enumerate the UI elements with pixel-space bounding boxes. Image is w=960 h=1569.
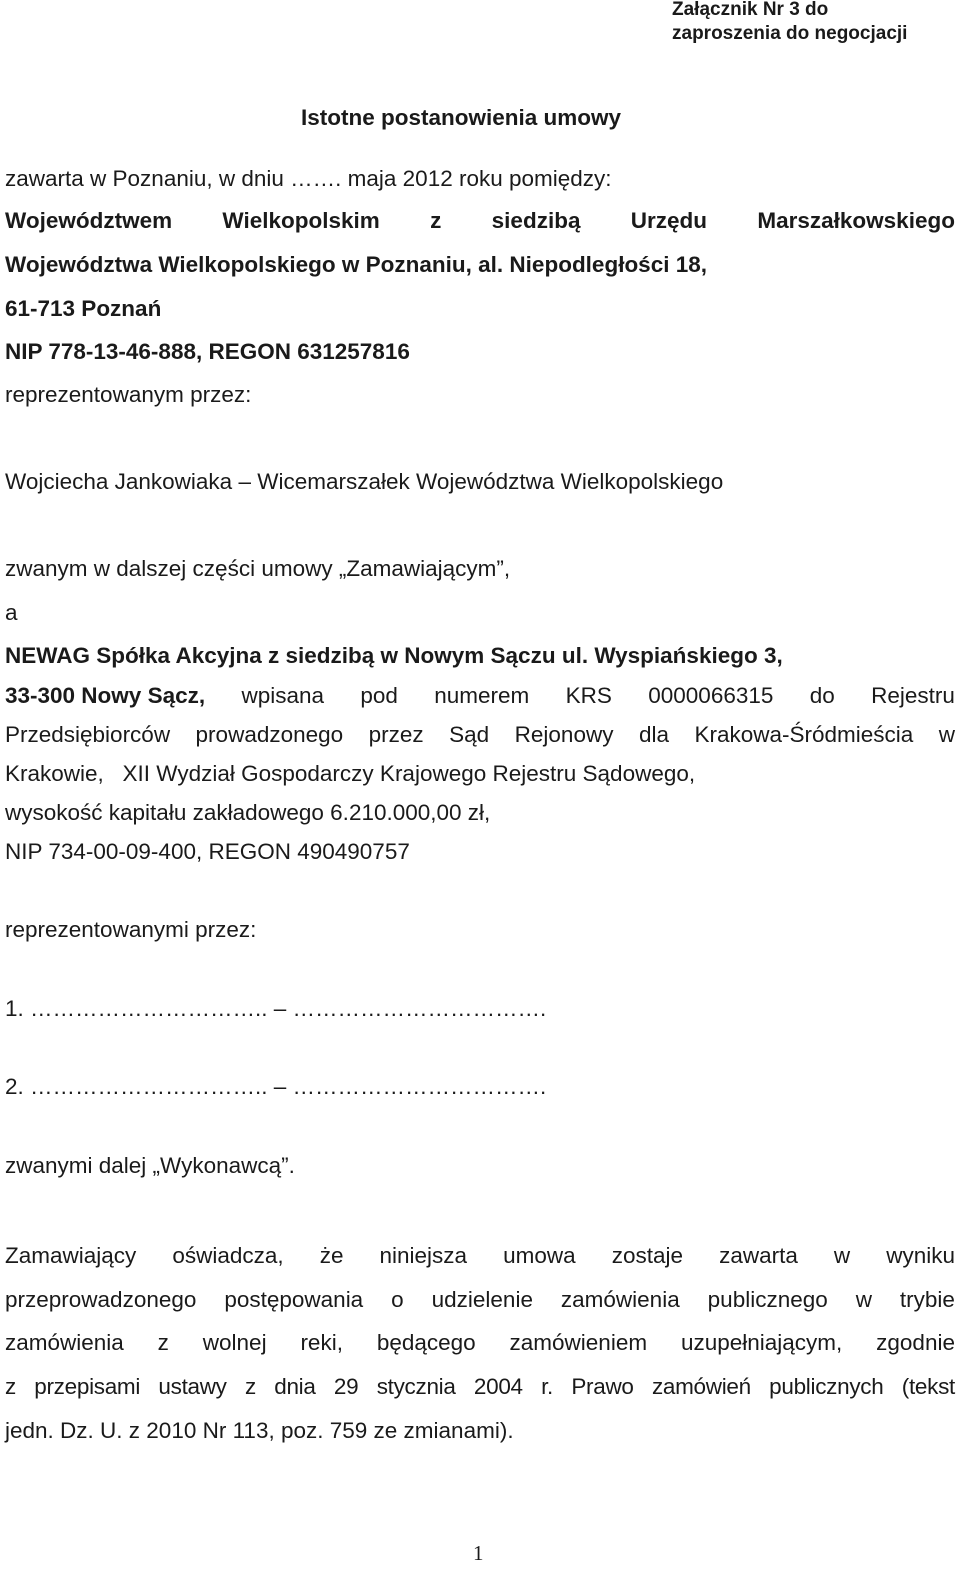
annex-line-2: zaproszenia do negocjacji <box>672 23 908 44</box>
declaration-line-3: zamówienia z wolnej reki, będącego zamówieniem uzupełniającym, zgodnie <box>5 1330 955 1355</box>
party1-line-1: Województwem Wielkopolskim z siedzibą Urzędu Marszałkowskiego <box>5 208 955 233</box>
declaration-line-2: przeprowadzonego postępowania o udzielenie zamówienia publicznego w trybie <box>5 1287 955 1312</box>
party2-line-2: 33-300 Nowy Sącz, wpisana pod numerem KRS 0000066315 do Rejestru <box>5 683 955 708</box>
party2-representative-1: 1. ………………………….. – ……………………………. <box>5 996 547 1021</box>
declaration-line-5: jedn. Dz. U. z 2010 Nr 113, poz. 759 ze zmianami). <box>5 1418 514 1443</box>
intro-line: zawarta w Poznaniu, w dniu ……. maja 2012 roku pomiędzy: <box>5 166 612 191</box>
party1-line-2: Województwa Wielkopolskiego w Poznaniu, al. Niepodległości 18, <box>5 252 707 277</box>
party2-line-1: NEWAG Spółka Akcyjna z siedzibą w Nowym Sączu ul. Wyspiańskiego 3, <box>5 643 783 668</box>
party2-represented-by: reprezentowanymi przez: <box>5 917 257 942</box>
party1-line-3: 61-713 Poznań <box>5 296 162 321</box>
annex-line-1: Załącznik Nr 3 do <box>672 0 829 20</box>
party1-line-4: NIP 778-13-46-888, REGON 631257816 <box>5 339 410 364</box>
party1-representative: Wojciecha Jankowiaka – Wicemarszałek Województwa Wielkopolskiego <box>5 469 724 494</box>
party1-represented-by: reprezentowanym przez: <box>5 382 252 407</box>
party1-designation: zwanym w dalszej części umowy „Zamawiającym”, <box>5 556 511 581</box>
declaration-line-4: z przepisami ustawy z dnia 29 stycznia 2004 r. Prawo zamówień publicznych (tekst <box>5 1374 955 1399</box>
declaration-line-1: Zamawiający oświadcza, że niniejsza umowa zostaje zawarta w wyniku <box>5 1243 955 1268</box>
party2-line-3: Przedsiębiorców prowadzonego przez Sąd Rejonowy dla Krakowa-Śródmieścia w <box>5 722 955 747</box>
party2-designation: zwanymi dalej „Wykonawcą”. <box>5 1153 295 1178</box>
document-title: Istotne postanowienia umowy <box>301 105 622 130</box>
party2-representative-2: 2. ………………………….. – ……………………………. <box>5 1074 547 1099</box>
party2-line-4: Krakowie, XII Wydział Gospodarczy Krajowego Rejestru Sądowego, <box>5 761 696 786</box>
party2-line-6: NIP 734-00-09-400, REGON 490490757 <box>5 839 410 864</box>
conjunction: a <box>5 600 18 625</box>
page-number: 1 <box>473 1541 484 1565</box>
party2-line-5: wysokość kapitału zakładowego 6.210.000,00 zł, <box>5 800 491 825</box>
